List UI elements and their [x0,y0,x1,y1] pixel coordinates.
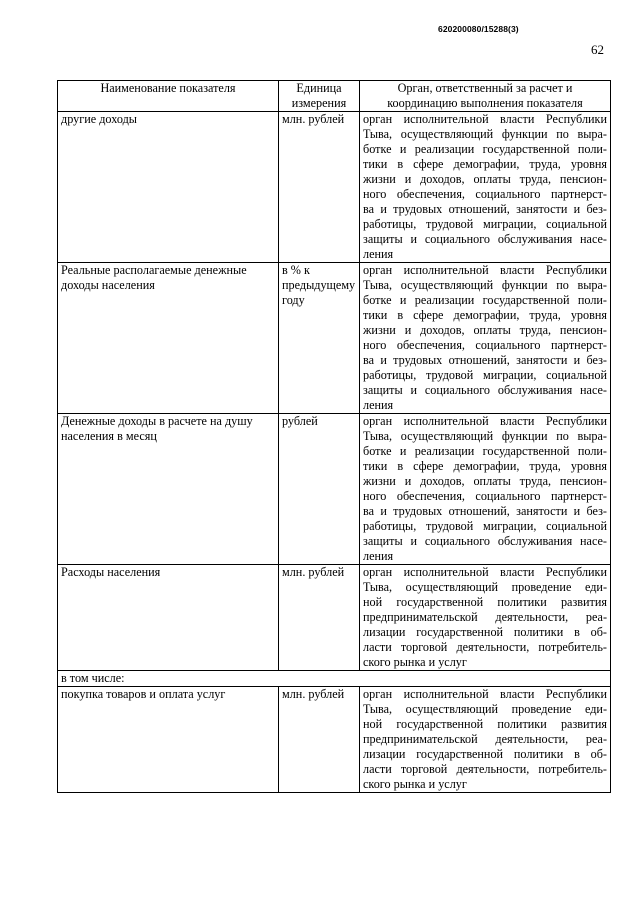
table-row [58,112,611,263]
table-body [58,112,611,793]
responsible-line: ного обеспечения, социального партнерст- [363,489,607,503]
responsible-line: ва и трудовых отношений, занятости и без- [363,504,607,518]
indicator-cell: Расходы населения [58,565,279,671]
section-label: в том числе: [58,671,611,687]
responsible-line: ботке и реализации государственной поли- [363,142,607,156]
responsible-line: работицы, трудовой миграции, социальной [363,217,607,231]
responsible-line: тики в сфере демографии, труда, уровня [363,157,607,171]
responsible-line: Тыва, осуществляющий функции по выра- [363,278,607,292]
document-code: 620200080/15288(3) [438,24,519,34]
responsible-line: Тыва, осуществляющий проведение еди- [363,580,607,594]
unit-cell: млн. рублей [279,565,360,671]
table-header-row [58,81,611,112]
responsible-line: лизации государственной политики в об- [363,747,607,761]
table-row [58,687,611,793]
responsible-line: Тыва, осуществляющий функции по выра- [363,429,607,443]
indicators-table [57,80,611,793]
responsible-line: ласти торговой деятельности, потребитель- [363,762,607,776]
responsible-line: жизни и доходов, оплаты труда, пенсион- [363,474,607,488]
responsible-line: ного обеспечения, социального партнерст- [363,338,607,352]
responsible-line: орган исполнительной власти Республики [363,565,607,579]
responsible-line: орган исполнительной власти Республики [363,414,607,428]
responsible-line: жизни и доходов, оплаты труда, пенсион- [363,172,607,186]
responsible-line: ва и трудовых отношений, занятости и без- [363,202,607,216]
unit-cell: млн. рублей [279,687,360,793]
indicator-cell: Денежные доходы в расчете на душу населения в месяц [58,414,279,565]
responsible-line: работицы, трудовой миграции, социальной [363,368,607,382]
responsible-line: Тыва, осуществляющий функции по выра- [363,127,607,141]
responsible-line: ласти торговой деятельности, потребитель- [363,640,607,654]
responsible-line: орган исполнительной власти Республики [363,687,607,701]
responsible-line: орган исполнительной власти Республики [363,263,607,277]
responsible-line: тики в сфере демографии, труда, уровня [363,459,607,473]
responsible-line: ления [363,247,394,261]
table-row [58,671,611,687]
responsible-cell [360,112,611,263]
responsible-line: тики в сфере демографии, труда, уровня [363,308,607,322]
unit-cell: млн. рублей [279,112,360,263]
indicator-cell: покупка товаров и оплата услуг [58,687,279,793]
responsible-line: ления [363,549,394,563]
responsible-line: ной государственной политики развития [363,717,607,731]
indicator-cell: другие доходы [58,112,279,263]
responsible-line: предпринимательской деятельности, реа- [363,610,607,624]
responsible-line: работицы, трудовой миграции, социальной [363,519,607,533]
responsible-line: лизации государственной политики в об- [363,625,607,639]
unit-cell: в % к предыдущему году [279,263,360,414]
responsible-line: предпринимательской деятельности, реа- [363,732,607,746]
responsible-line: ского рынка и услуг [363,777,467,791]
page-number: 62 [591,42,604,57]
responsible-cell [360,414,611,565]
header-indicator: Наименование показателя [58,81,279,112]
responsible-line: защиты и социального обслуживания насе- [363,232,607,246]
responsible-line: ва и трудовых отношений, занятости и без- [363,353,607,367]
unit-cell: рублей [279,414,360,565]
header-unit: Единица измерения [279,81,360,112]
responsible-line: защиты и социального обслуживания насе- [363,534,607,548]
responsible-line: жизни и доходов, оплаты труда, пенсион- [363,323,607,337]
responsible-cell [360,263,611,414]
responsible-line: ления [363,398,394,412]
responsible-line: ботке и реализации государственной поли- [363,444,607,458]
responsible-line: ного обеспечения, социального партнерст- [363,187,607,201]
table-row [58,414,611,565]
responsible-line: ботке и реализации государственной поли- [363,293,607,307]
header-responsible: Орган, ответственный за расчет и координацию выполнения показателя [360,81,611,112]
responsible-cell [360,565,611,671]
responsible-cell [360,687,611,793]
responsible-line: Тыва, осуществляющий проведение еди- [363,702,607,716]
responsible-line: ского рынка и услуг [363,655,467,669]
indicator-cell: Реальные располагаемые денежные доходы населения [58,263,279,414]
responsible-line: ной государственной политики развития [363,595,607,609]
table-row [58,565,611,671]
table-row [58,263,611,414]
responsible-line: защиты и социального обслуживания насе- [363,383,607,397]
responsible-line: орган исполнительной власти Республики [363,112,607,126]
